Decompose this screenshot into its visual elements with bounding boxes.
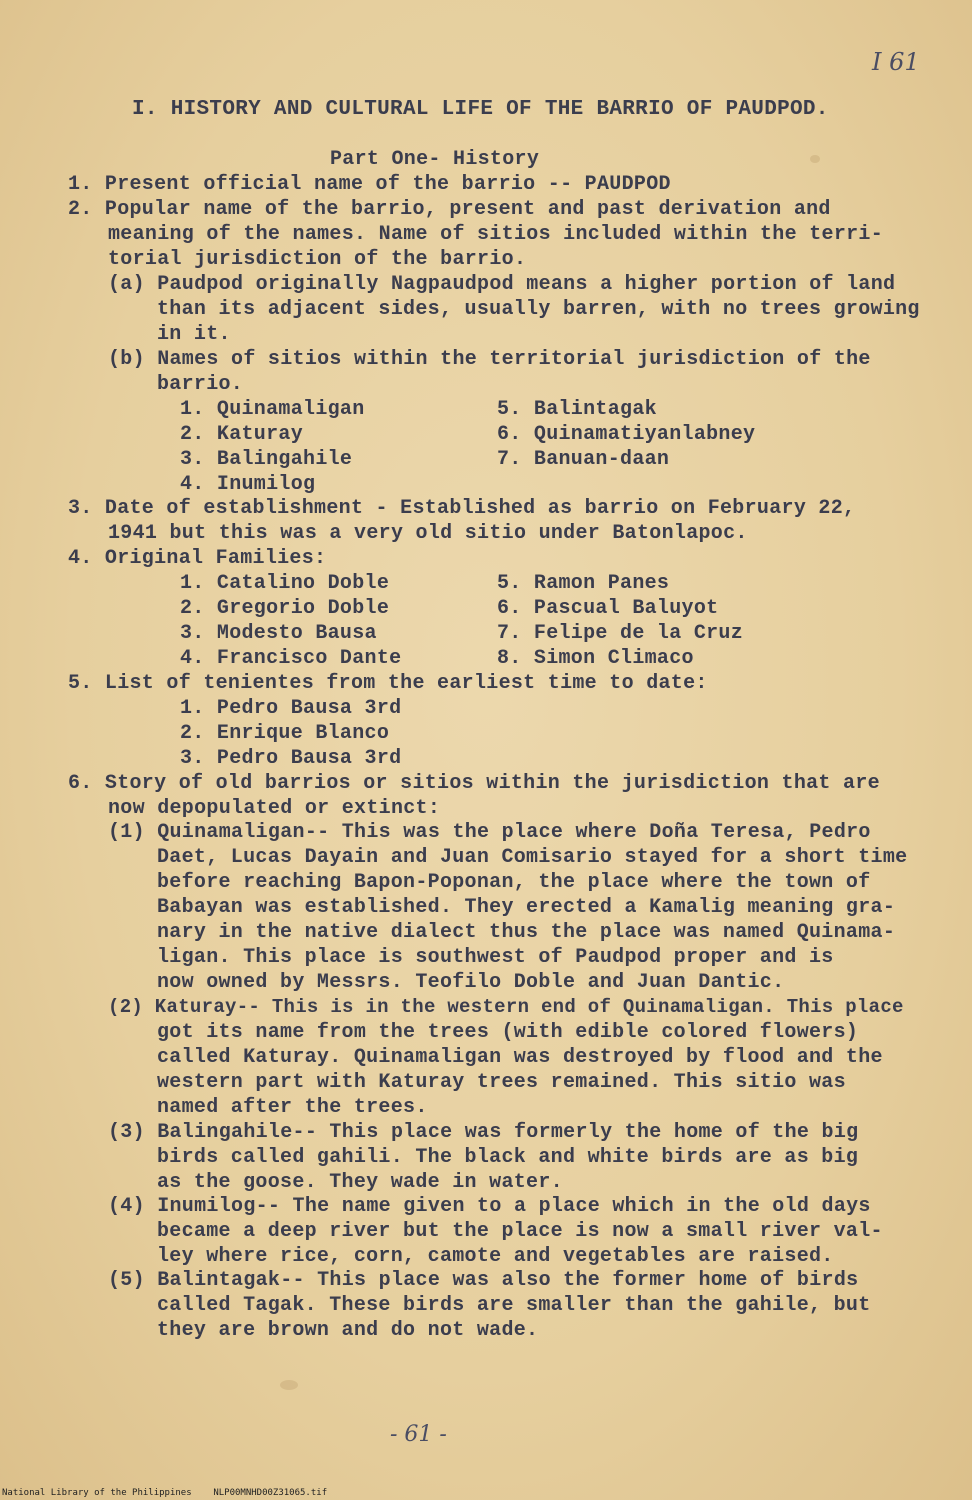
family-item: 8. Simon Climaco <box>497 647 694 670</box>
family-item: 5. Ramon Panes <box>497 572 670 595</box>
sitio-item: 6. Quinamatiyanlabney <box>497 423 756 446</box>
item-2a: (a) Paudpod originally Nagpaudpod means a higher portion of land <box>108 273 896 296</box>
family-item: 4. Francisco Dante <box>180 647 402 670</box>
story-2-line: got its name from the trees (with edible colored flowers) <box>157 1021 859 1044</box>
item-2b-line: barrio. <box>157 373 244 396</box>
sitio-item: 7. Banuan-daan <box>497 448 670 471</box>
item-2b: (b) Names of sitios within the territorial jurisdiction of the <box>108 348 871 371</box>
item-6-line: now depopulated or extinct: <box>108 797 441 820</box>
story-3: (3) Balingahile-- This place was formerly the home of the big <box>108 1121 859 1144</box>
item-1: 1. Present official name of the barrio -- PAUDPOD <box>68 173 671 196</box>
archive-footer: National Library of the Philippines NLP00MNHD00Z31065.tif <box>2 1488 328 1498</box>
story-1: (1) Quinamaligan-- This was the place where Doña Teresa, Pedro <box>108 821 871 844</box>
part-title: Part One- History <box>330 148 540 171</box>
story-1-line: nary in the native dialect thus the place was named Quinama- <box>157 921 896 944</box>
story-5: (5) Balintagak-- This place was also the former home of birds <box>108 1269 859 1292</box>
story-1-line: Daet, Lucas Dayain and Juan Comisario stayed for a short time <box>157 846 908 869</box>
sitio-item: 4. Inumilog <box>180 473 316 496</box>
family-item: 7. Felipe de la Cruz <box>497 622 744 645</box>
item-2-line: torial jurisdiction of the barrio. <box>108 248 527 271</box>
document-heading: I. HISTORY AND CULTURAL LIFE OF THE BARRIO OF PAUDPOD. <box>132 98 829 121</box>
sitio-item: 3. Balingahile <box>180 448 353 471</box>
item-2a-line: in it. <box>157 323 231 346</box>
story-5-line: called Tagak. These birds are smaller than the gahile, but <box>157 1294 871 1317</box>
teniente-item: 2. Enrique Blanco <box>180 722 390 745</box>
story-2-line: named after the trees. <box>157 1096 428 1119</box>
teniente-item: 1. Pedro Bausa 3rd <box>180 697 402 720</box>
story-2-line: western part with Katuray trees remained. This sitio was <box>157 1071 846 1094</box>
story-2-line: called Katuray. Quinamaligan was destroyed by flood and the <box>157 1046 883 1069</box>
story-4-line: ley where rice, corn, camote and vegetables are raised. <box>157 1245 834 1268</box>
teniente-item: 3. Pedro Bausa 3rd <box>180 747 402 770</box>
story-4: (4) Inumilog-- The name given to a place which in the old days <box>108 1195 871 1218</box>
page-label: I 61 <box>872 48 920 76</box>
story-1-line: now owned by Messrs. Teofilo Doble and Juan Dantic. <box>157 971 785 994</box>
item-4: 4. Original Families: <box>68 547 327 570</box>
family-item: 6. Pascual Baluyot <box>497 597 719 620</box>
sitio-item: 5. Balintagak <box>497 398 657 421</box>
paper-stain <box>280 1380 298 1390</box>
story-2: (2) Katuray-- This is in the western end of Quinamaligan. This place <box>108 996 904 1018</box>
story-3-line: as the goose. They wade in water. <box>157 1171 563 1194</box>
item-3-line: 1941 but this was a very old sitio under Batonlapoc. <box>108 522 748 545</box>
family-item: 1. Catalino Doble <box>180 572 390 595</box>
story-4-line: became a deep river but the place is now a small river val- <box>157 1220 883 1243</box>
item-5: 5. List of tenientes from the earliest time to date: <box>68 672 708 695</box>
story-1-line: before reaching Bapon-Poponan, the place where the town of <box>157 871 871 894</box>
item-2: 2. Popular name of the barrio, present and past derivation and <box>68 198 831 221</box>
family-item: 3. Modesto Bausa <box>180 622 377 645</box>
sitio-item: 1. Quinamaligan <box>180 398 365 421</box>
story-1-line: Babayan was established. They erected a Kamalig meaning gra- <box>157 896 896 919</box>
item-6: 6. Story of old barrios or sitios within the jurisdiction that are <box>68 772 880 795</box>
item-2a-line: than its adjacent sides, usually barren, with no trees growing <box>157 298 920 321</box>
story-3-line: birds called gahili. The black and white birds are as big <box>157 1146 859 1169</box>
item-3: 3. Date of establishment - Established as barrio on February 22, <box>68 497 856 520</box>
page-number: - 61 - <box>390 1422 447 1447</box>
sitio-item: 2. Katuray <box>180 423 304 446</box>
story-1-line: ligan. This place is southwest of Paudpod proper and is <box>157 946 834 969</box>
family-item: 2. Gregorio Doble <box>180 597 390 620</box>
paper-stain <box>810 155 820 163</box>
story-5-line: they are brown and do not wade. <box>157 1319 539 1342</box>
item-2-line: meaning of the names. Name of sitios included within the terri- <box>108 223 884 246</box>
